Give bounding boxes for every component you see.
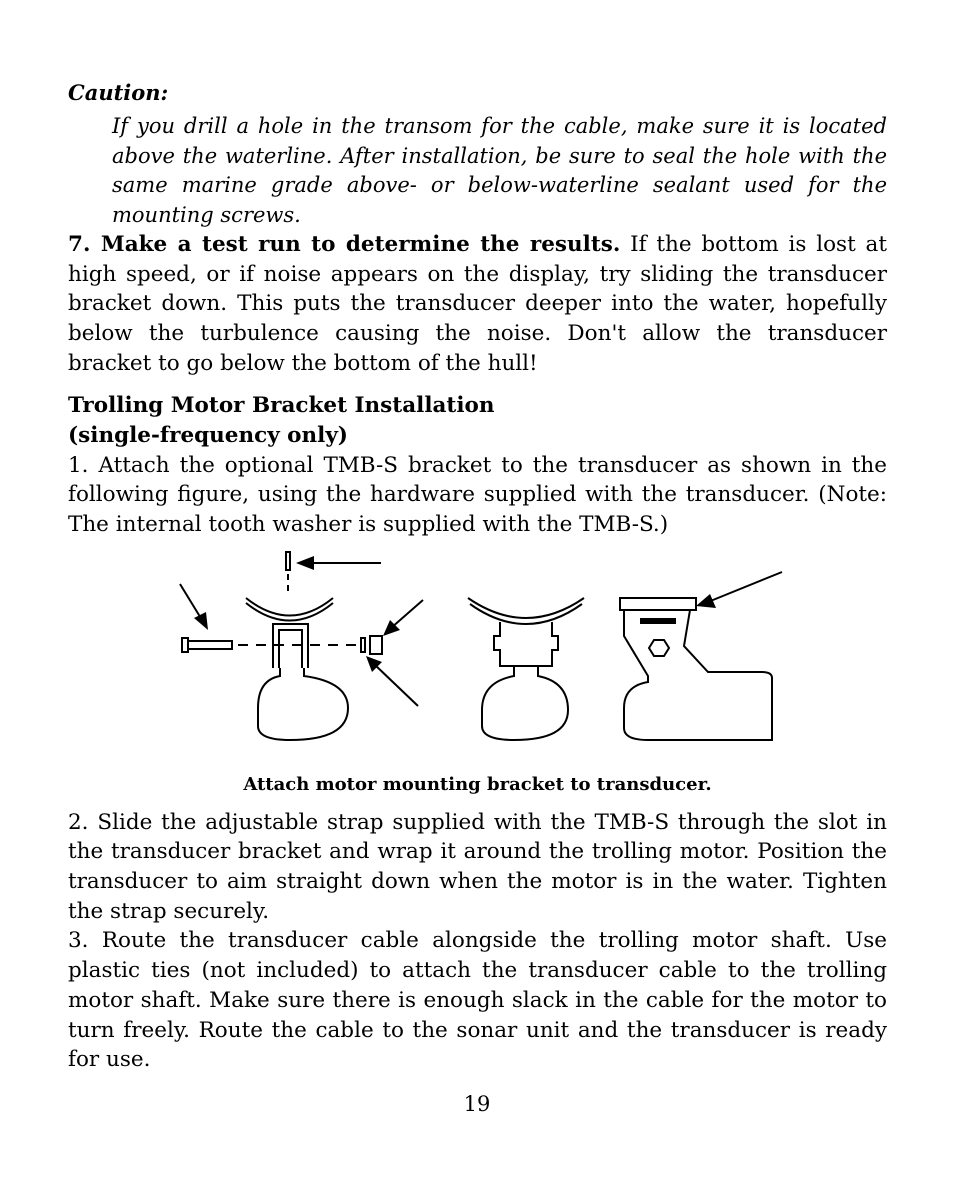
side-slot [640,618,676,624]
caution-text: If you drill a hole in the transom for the cable, make sure it is located above the waterline. After installation, be sure to seal the hole with the same marine grade above- or below-waterline sealant used for the mounting screws. [112,114,887,227]
step-1-paragraph: 1. Attach the optional TMB-S bracket to the transducer as shown in the following figure, using the hardware supplied with the transducer. (Note: The internal tooth washer is supplied with the TMB-S.) [68,452,887,537]
bracket-curve-inner [246,603,333,621]
nut-part [370,636,382,654]
arrow-head [296,556,314,570]
step-7-text: If the bottom is lost at high speed, or if noise appears on the display, try sliding the transducer bracket down. This puts the transducer deeper into the water, hopefully below the turbulence causing the noise. Don't allow the transducer bracket to go below the bottom of the hull! [68,232,887,376]
front-bracket-curve [468,598,584,618]
strap-slot-arrow-line [708,572,782,602]
manual-page [68,78,887,1075]
caution-title: Caution: [68,80,169,105]
page-number: 19 [463,1092,491,1116]
front-transducer-body [482,666,568,740]
nut-arrow-line [391,600,423,628]
washer-part [361,638,365,652]
side-transducer-body [624,610,772,740]
bolt-arrow-line [180,584,202,620]
figure-caption: Attach motor mounting bracket to transducer. [243,773,712,795]
bolt-arrow-head [194,612,208,630]
front-bracket-curve-inner [470,604,582,624]
side-bracket-top [620,598,696,610]
exploded-view [180,552,423,740]
step-7-paragraph [68,230,887,379]
front-bracket-body [494,622,558,666]
hex-nut-icon [649,640,669,656]
assembled-side-view [620,572,782,740]
washer-arrow-line [374,664,418,706]
step-3-paragraph: 3. Route the transducer cable alongside the trolling motor shaft. Use plastic ties (not included) to attach the transducer cable to the trolling motor shaft. Make sure there is enough slack in the cable for the motor to turn freely. Route the cable to the sonar unit and the transducer is ready for use. [68,928,887,1073]
step-7-lead: 7. Make a test run to determine the results. [68,232,621,257]
pin-part [286,552,290,570]
assembled-front-view [468,598,584,740]
strap-slot-arrow-head [696,594,716,608]
bolt-shaft [188,641,232,649]
step-2-paragraph: 2. Slide the adjustable strap supplied with the TMB-S through the slot in the transducer bracket and wrap it around the trolling motor. Position the transducer to aim straight down when the motor is in the water. Tighten the strap securely. [68,809,887,924]
bracket-illustration [68,548,887,778]
section-heading-line-2: (single-frequency only) [68,422,348,448]
section-heading-line-1: Trolling Motor Bracket Installation [68,392,495,418]
transducer-body [258,668,348,740]
bracket-figure [68,548,887,808]
section-heading [68,391,887,451]
bracket-leg-inner [279,630,302,668]
